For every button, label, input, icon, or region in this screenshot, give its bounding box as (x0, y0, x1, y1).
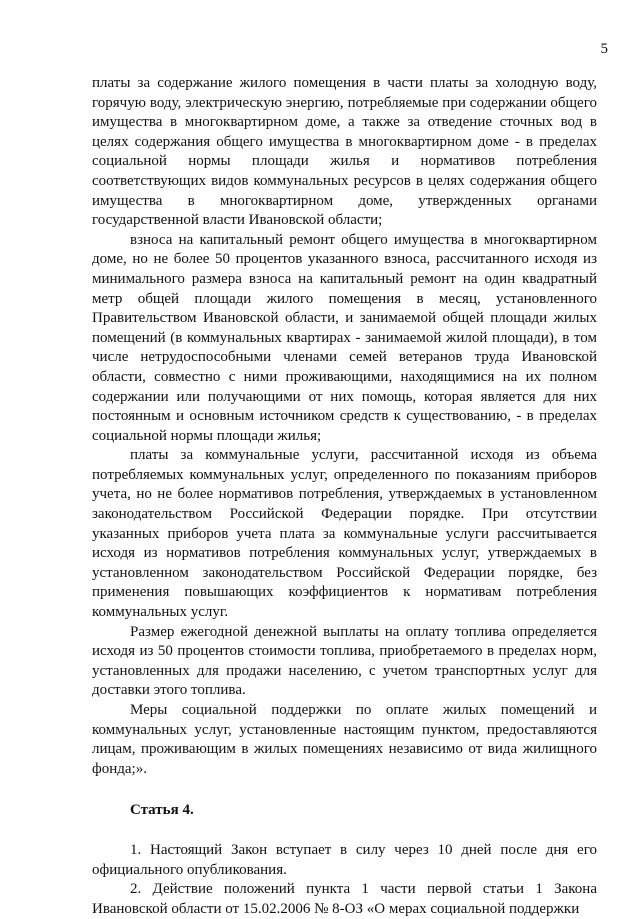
page-number: 5 (600, 41, 608, 57)
article-paragraph-2: 2. Действие положений пункта 1 части первой статьи 1 Закона Ивановской области от 15.02.2006 № 8-ОЗ «О мерах социальной поддержки (92, 881, 597, 917)
article-paragraph-1: 1. Настоящий Закон вступает в силу через 10 дней после дня его официального опубликования. (92, 841, 597, 878)
paragraph-communal-services: платы за коммунальные услуги, рассчитанной исходя из объема потребляемых коммунальных услуг, определенного по показаниям приборов учета, но не более нормативов потребления, утверждаемых в установленном законодательством Российской Федерации порядке. При отсутствии указанных приборов учета плата за коммунальные услуги рассчитывается исходя из нормативов потребления коммунальных услуг, утверждаемых в установленном законодательством Российской Федерации порядке, без применения повышающих коэффициентов к нормативам потребления коммунальных услуг. (92, 447, 597, 621)
paragraph-utilities-maintenance: платы за содержание жилого помещения в части платы за холодную воду, горячую воду, электрическую энергию, потребляемые при содержании общего имущества в многоквартирном доме, а также за отведение сточных вод в целях содержания общего имущества в многоквартирном доме - в пределах социальной нормы площади жилья и нормативов потребления соответствующих видов коммунальных ресурсов в целях содержания общего имущества в многоквартирном доме, утвержденных органами государственной власти Ивановской области; (92, 75, 597, 229)
paragraph-capital-repair: взноса на капитальный ремонт общего имущества в многоквартирном доме, но не более 50 процентов указанного взноса, рассчитанного исходя из минимального размера взноса на капитальный ремонт на один квадратный метр общей площади жилого помещения в месяц, установленного Правительством Ивановской области, и занимаемой общей площади жилых помещений (в коммунальных квартирах - занимаемой жилой площади), в том числе нетрудоспособными членами семей ветеранов труда Ивановской области, совместно с ними проживающими, находящимися на их полном содержании или получающими от них помощь, которая является для них постоянным и основным источником средств к существованию, - в пределах социальной нормы площади жилья; (92, 231, 597, 444)
paragraph-support-measures: Меры социальной поддержки по оплате жилых помещений и коммунальных услуг, установленные настоящим пунктом, предоставляются лицам, проживающим в жилых помещениях независимо от вида жилищного фонда;». (92, 702, 597, 777)
document-body (92, 74, 597, 919)
paragraph-fuel-payment: Размер ежегодной денежной выплаты на оплату топлива определяется исходя из 50 процентов стоимости топлива, приобретаемого в пределах норм, установленных для продажи населению, с учетом транспортных услуг для доставки этого топлива. (92, 623, 597, 699)
article-heading: Статья 4. (130, 802, 194, 819)
